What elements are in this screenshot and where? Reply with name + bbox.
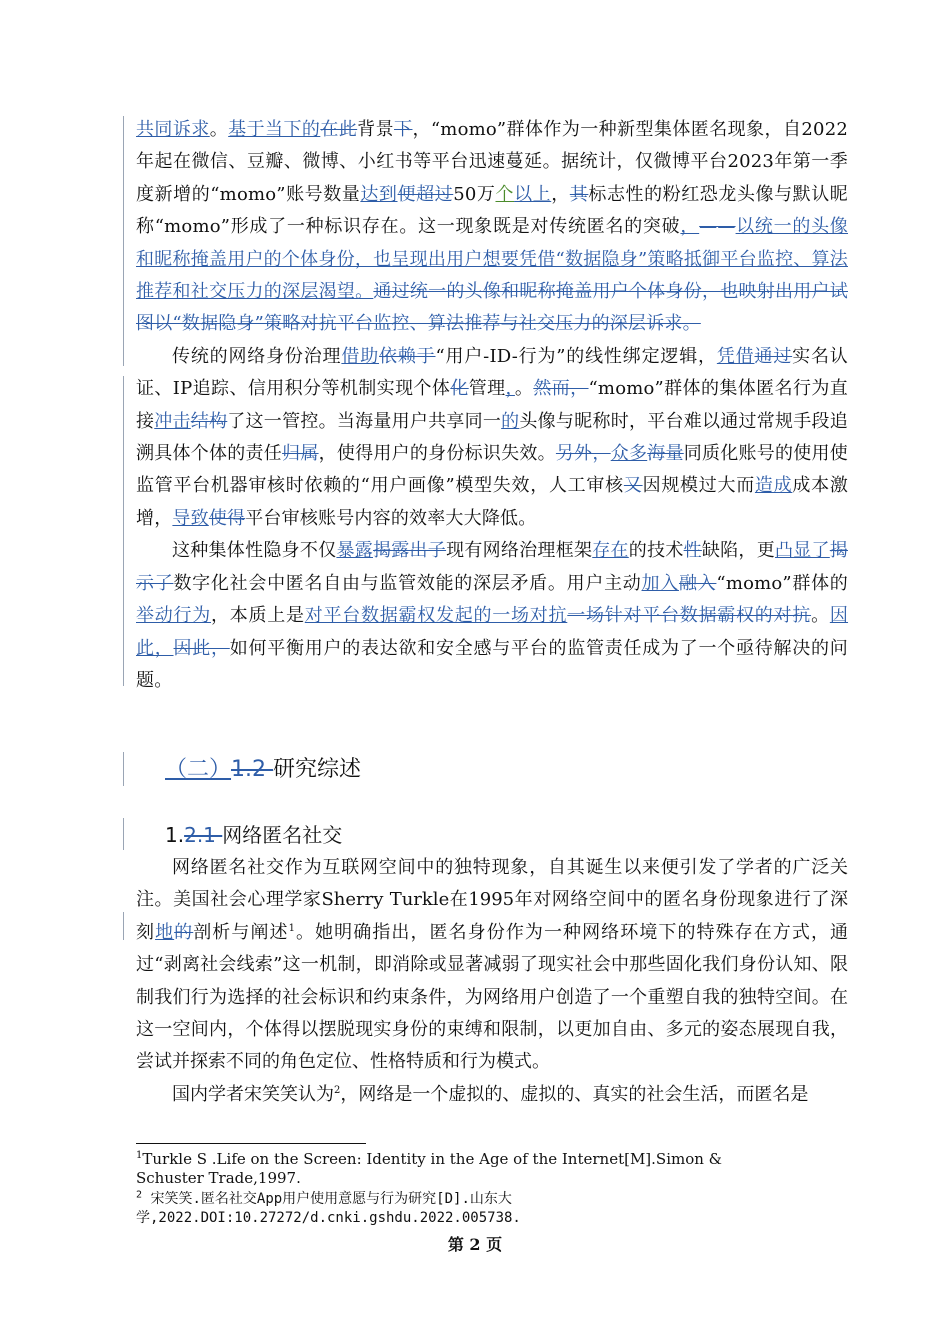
text-run: 头像与昵称时，平台难以通过常规手段追溯具体个体的责任 <box>136 410 848 465</box>
inserted-text: 因此， <box>136 605 849 659</box>
paragraph-collective-invisibility[interactable] <box>136 535 848 697</box>
deleted-text: 归属 <box>282 443 319 465</box>
text-run: 缺陷，更 <box>701 540 775 562</box>
footnote-2: $^2$ 宋笑笑.匿名社交App用户使用意愿与行为研究[D].山东大学,2022.DOI:10.27272/d.cnki.gshdu.2022.005738. <box>136 1189 521 1226</box>
inserted-text: 导致 <box>172 507 209 529</box>
deleted-text: 然而， <box>533 378 589 400</box>
deleted-text: —— <box>699 216 736 238</box>
inserted-text: 众多 <box>610 443 648 465</box>
text-run: 平台审核账号内容的效率大大降低。 <box>245 507 537 529</box>
change-bar <box>123 912 124 940</box>
heading-research-review[interactable] <box>165 752 361 788</box>
text-run: 。 <box>514 378 534 400</box>
text-run: 标志性的粉红恐龙头像与默认昵称“momo”形成了一种标识存在。这一现象既是对传统匿名的突破 <box>136 183 849 238</box>
inserted-text: 凭借 <box>716 345 755 367</box>
deleted-text: 结构 <box>190 410 228 432</box>
inserted-text: 存在 <box>592 540 629 562</box>
footnote-ref[interactable]: 1 <box>288 922 295 934</box>
text-run: 的技术 <box>628 540 684 562</box>
deleted-text: 又 <box>623 475 643 497</box>
text-run: 如何平衡用户的表达欲和安全感与平台的监管责任成为了一个亟待解决的问题。 <box>136 637 848 691</box>
heading-text: 网络匿名社交 <box>222 823 343 847</box>
deleted-text: 性 <box>683 540 702 562</box>
inserted-text: 地 <box>155 921 175 943</box>
deleted-text: 化 <box>450 378 469 400</box>
change-bar <box>123 116 124 366</box>
deleted-text: 下 <box>394 119 413 140</box>
footnote-ref[interactable]: 2 <box>334 1084 341 1096</box>
text-run: 。 <box>811 605 830 627</box>
page-number: 第 2 页 <box>447 1235 503 1254</box>
deleted-text: 海量 <box>647 443 684 465</box>
deleted-text: 在此 <box>320 119 358 140</box>
inserted-text: 个 <box>495 183 515 205</box>
body-section-review <box>136 852 848 1111</box>
body-section <box>136 114 848 697</box>
footnotes <box>136 1150 786 1230</box>
text-run: “momo”群体的 <box>716 572 849 594</box>
inserted-text: 加入 <box>641 572 679 594</box>
deleted-text: 通过统一的头像和昵称掩盖用户个体身份，也映射出用户试图以“数据隐身”策略对抗平台监控、算法推荐与社交压力的深层诉求。 <box>136 281 848 335</box>
inserted-text: 共同诉求 <box>136 119 210 140</box>
text-run: 背景 <box>357 119 395 140</box>
heading-text: 研究综述 <box>273 757 362 782</box>
footnote-separator <box>136 1143 366 1144</box>
text-run: “用户-ID-行为”的线性绑定逻辑， <box>435 345 717 367</box>
paragraph-song[interactable]: 国内学者宋笑笑认为$^2$，网络是一个虚拟的、虚拟的、真实的社会生活，而匿名是 <box>172 1083 809 1105</box>
text-run: “momo”群体的集体匿名行为直接 <box>136 378 848 432</box>
paragraph-momo-intro[interactable] <box>136 114 848 341</box>
deleted-text: 使得 <box>208 507 246 529</box>
inserted-text: 暴露 <box>336 540 373 562</box>
deleted-text: 另外， <box>555 443 611 465</box>
paragraph-turkle[interactable]: 网络匿名社交作为互联网空间中的独特现象，自其诞生以来便引发了学者的广泛关注。美国社会心理学家Sherry Turkle在1995年对网络空间中的匿名身份现象进行了深刻地的剖析与阐述$^1$。她明确指出，匿名身份作为一种网络环境下的特殊存在方式，通过“剥离社会线索”这一机制，即消除或显著减弱了现实社会中那些固化我们身份认知、限制我们行为选择的社会标识和约束条件，为网络用户创造了一个重塑自我的独特空间。在这一空间内，个体得以摆脱现实身份的束缚和限制，以更加自由、多元的姿态展现自我，尝试并探索不同的角色定位、性格特质和行为模式。 <box>136 857 849 1073</box>
change-bar <box>123 376 124 686</box>
inserted-text: ， <box>680 216 700 238</box>
heading-anonymous-social[interactable] <box>165 820 342 850</box>
change-bar <box>123 818 124 850</box>
deleted-text: 依赖于 <box>379 345 436 367</box>
text-run: 同质化账号的使用使监管平台机器审核时依赖的“用户画像”模型失效，人工审核 <box>136 443 848 497</box>
inserted-text: 举动行为 <box>136 605 212 627</box>
text-run: 管理 <box>468 378 506 400</box>
heading-prefix: 1. <box>165 823 185 847</box>
inserted-text: 冲击 <box>154 410 191 432</box>
footnote-1: $^1$Turkle S .Life on the Screen: Identity in the Age of the Internet[M].Simon & Schuster Trade,1997. <box>136 1150 723 1187</box>
inserted-text: 借助 <box>341 345 380 367</box>
deleted-text: 一场针对平台数据霸权的对抗 <box>567 605 812 627</box>
text-run: 这种集体性隐身不仅 <box>172 540 337 562</box>
inserted-text: 以上 <box>514 183 552 205</box>
deleted-text: 揭露出子 <box>372 540 447 562</box>
inserted-text: 凸显了 <box>774 540 830 562</box>
text-run: 现有网络治理框架 <box>446 540 593 562</box>
text-run: 数字化社会中匿名自由与监管效能的深层矛盾。用户主动 <box>173 572 642 594</box>
text-run: 实名认证、IP追踪、信用积分等机制实现个体 <box>136 345 848 400</box>
deleted-text: 通过 <box>754 345 793 367</box>
deleted-text: 揭示了 <box>136 540 848 594</box>
inserted-text: ， <box>505 378 515 400</box>
text-run: ，“momo”群体作为一种新型集体匿名现象，自2022年起在微信、豆瓣、微博、小红书等平台迅速蔓延。据统计，仅微博平台2023年第一季度新增的“momo”账号数量 <box>136 119 849 205</box>
heading-inserted-number: （二） <box>165 757 232 782</box>
deleted-text: 因此， <box>173 637 230 659</box>
change-bar <box>123 752 124 786</box>
text-run: 了这一管控。当海量用户共享同一 <box>227 410 502 432</box>
text-run: 传统的网络身份治理 <box>172 345 342 367</box>
deleted-text: 融入 <box>678 572 717 594</box>
inserted-text: 达到 <box>360 183 398 205</box>
inserted-text: 以统一的头像和昵称掩盖用户的个体身份，也呈现出用户想要凭借“数据隐身”策略抵御平台监控、算法推荐和社交压力的深层渴望。 <box>136 216 849 303</box>
deleted-text: 其 <box>569 183 589 205</box>
deleted-text: 的 <box>174 921 194 943</box>
inserted-text: 基于当下的 <box>228 119 321 140</box>
text-run: ，使得用户的身份标识失效。 <box>318 443 556 465</box>
heading-deleted-number: 2.1 <box>184 823 223 847</box>
deleted-text: 便超过 <box>397 183 454 205</box>
text-run: 成本激增， <box>136 475 849 529</box>
text-run: 。 <box>209 119 229 140</box>
text-run: ， <box>551 183 570 205</box>
text-run: 因规模过大而 <box>642 475 755 497</box>
inserted-text: 造成 <box>754 475 793 497</box>
inserted-text: 的 <box>501 410 520 432</box>
text-run: 50万 <box>453 183 496 205</box>
text-run: ，本质上是 <box>211 605 305 627</box>
inserted-text: 对平台数据霸权发起的一场对抗 <box>304 605 568 627</box>
paragraph-identity-governance[interactable] <box>136 341 848 535</box>
heading-deleted-number: 1.2 <box>231 757 273 782</box>
